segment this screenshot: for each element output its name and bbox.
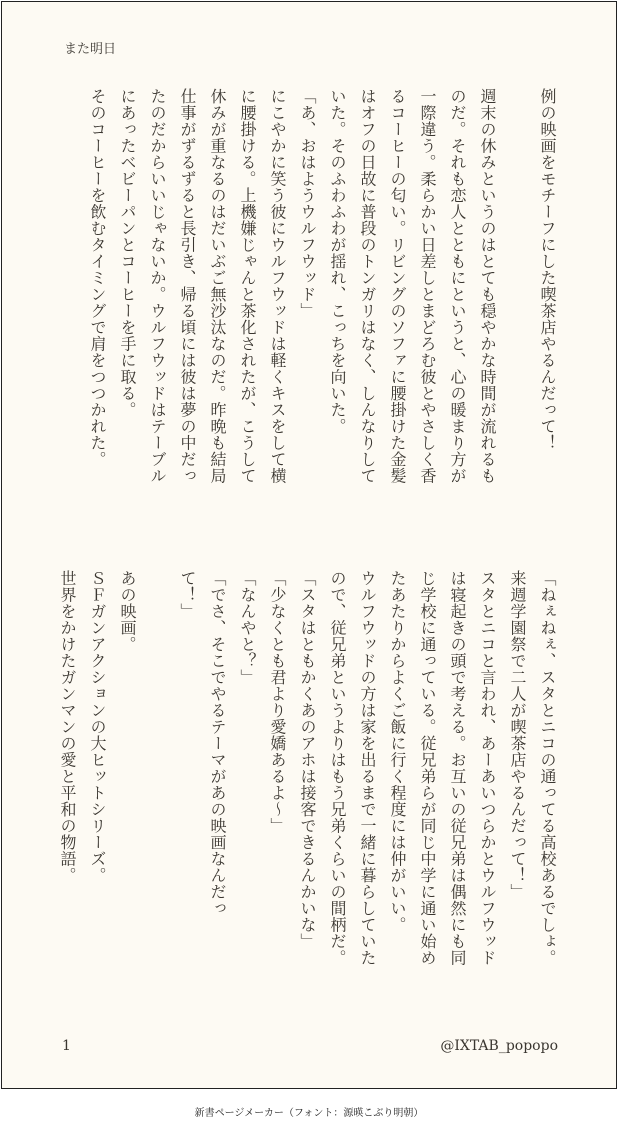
text-column: ＳＦガンアクションの大ヒットシリーズ。 (88, 570, 107, 884)
text-column: のだ。それも恋人とともにというと、心の暖まり方が (448, 88, 467, 484)
text-column: 「スタはともかくあのアホは接客できるんかいな」 (298, 570, 317, 950)
text-column: 「少なくとも君より愛嬌あるよ〜」 (268, 570, 287, 834)
text-column: はオフの日故に普段のトンガリはなく、しんなりして (358, 88, 377, 484)
text-column: じ学校に通っている。従兄弟らが同じ中学に通い始め (418, 570, 437, 966)
text-column: にこやかに笑う彼にウルフウッドは軽くキスをして横 (268, 88, 287, 484)
text-column: 「あ、おはようウルフウッド」 (298, 88, 317, 319)
generator-credit: 新書ページメーカー（フォント：源暎こぶり明朝） (194, 1108, 424, 1119)
text-column: るコーヒーの匂い。リビングのソファに腰掛けた金髪 (388, 88, 407, 484)
text-column: たのだからいいじゃないか。ウルフウッドはテーブル (148, 88, 167, 484)
book-page (1, 1, 617, 1089)
text-column: たあたりからよくご飯に行く程度には仲がいい。 (388, 570, 407, 933)
text-column: に腰掛ける。上機嫌じゃんと茶化されたが、こうして (238, 88, 257, 484)
text-column: 「ねぇねぇ、スタとニコの通ってる高校あるでしょ。 (538, 570, 557, 966)
text-column: ので、従兄弟というよりはもう兄弟くらいの間柄だ。 (328, 570, 347, 966)
text-column: あの映画。 (118, 570, 137, 653)
text-column: 「なんやと？」 (238, 570, 257, 686)
author-handle: @IXTAB_popopo (440, 1038, 558, 1054)
text-column: スタとニコと言われ、あーあいつらかとウルフウッド (478, 570, 497, 966)
text-column: 例の映画をモチーフにした喫茶店やるんだって！ (538, 88, 557, 451)
text-column: 休みが重なるのはだいぶご無沙汰なのだ。昨晩も結局 (208, 88, 227, 484)
page-number: 1 (62, 1038, 71, 1054)
text-column: 仕事がずるずると長引き、帰る頃には彼は夢の中だっ (178, 88, 197, 484)
text-column: にあったベビーパンとコーヒーを手に取る。 (118, 88, 137, 418)
text-column: そのコーヒーを飲むタイミングで肩をつつかれた。 (88, 88, 107, 468)
text-column: いた。そのふわふわが揺れ、こっちを向いた。 (328, 88, 347, 435)
text-column: 世界をかけたガンマンの愛と平和の物語。 (58, 570, 77, 884)
chapter-title: また明日 (64, 42, 117, 57)
text-column: て！」 (178, 570, 197, 620)
text-column: 来週学園祭で二人が喫茶店やるんだって！」 (508, 570, 527, 900)
text-column: 一際違う。柔らかい日差しとまどろむ彼とやさしく香 (418, 88, 437, 484)
text-column: 週末の休みというのはとても穏やかな時間が流れるも (478, 88, 497, 484)
text-column: 「でさ、そこでやるテーマがあの映画なんだっ (208, 570, 227, 917)
text-column: は寝起きの頭で考える。お互いの従兄弟は偶然にも同 (448, 570, 467, 966)
text-column: ウルフウッドの方は家を出るまで一緒に暮らしていた (358, 570, 377, 966)
